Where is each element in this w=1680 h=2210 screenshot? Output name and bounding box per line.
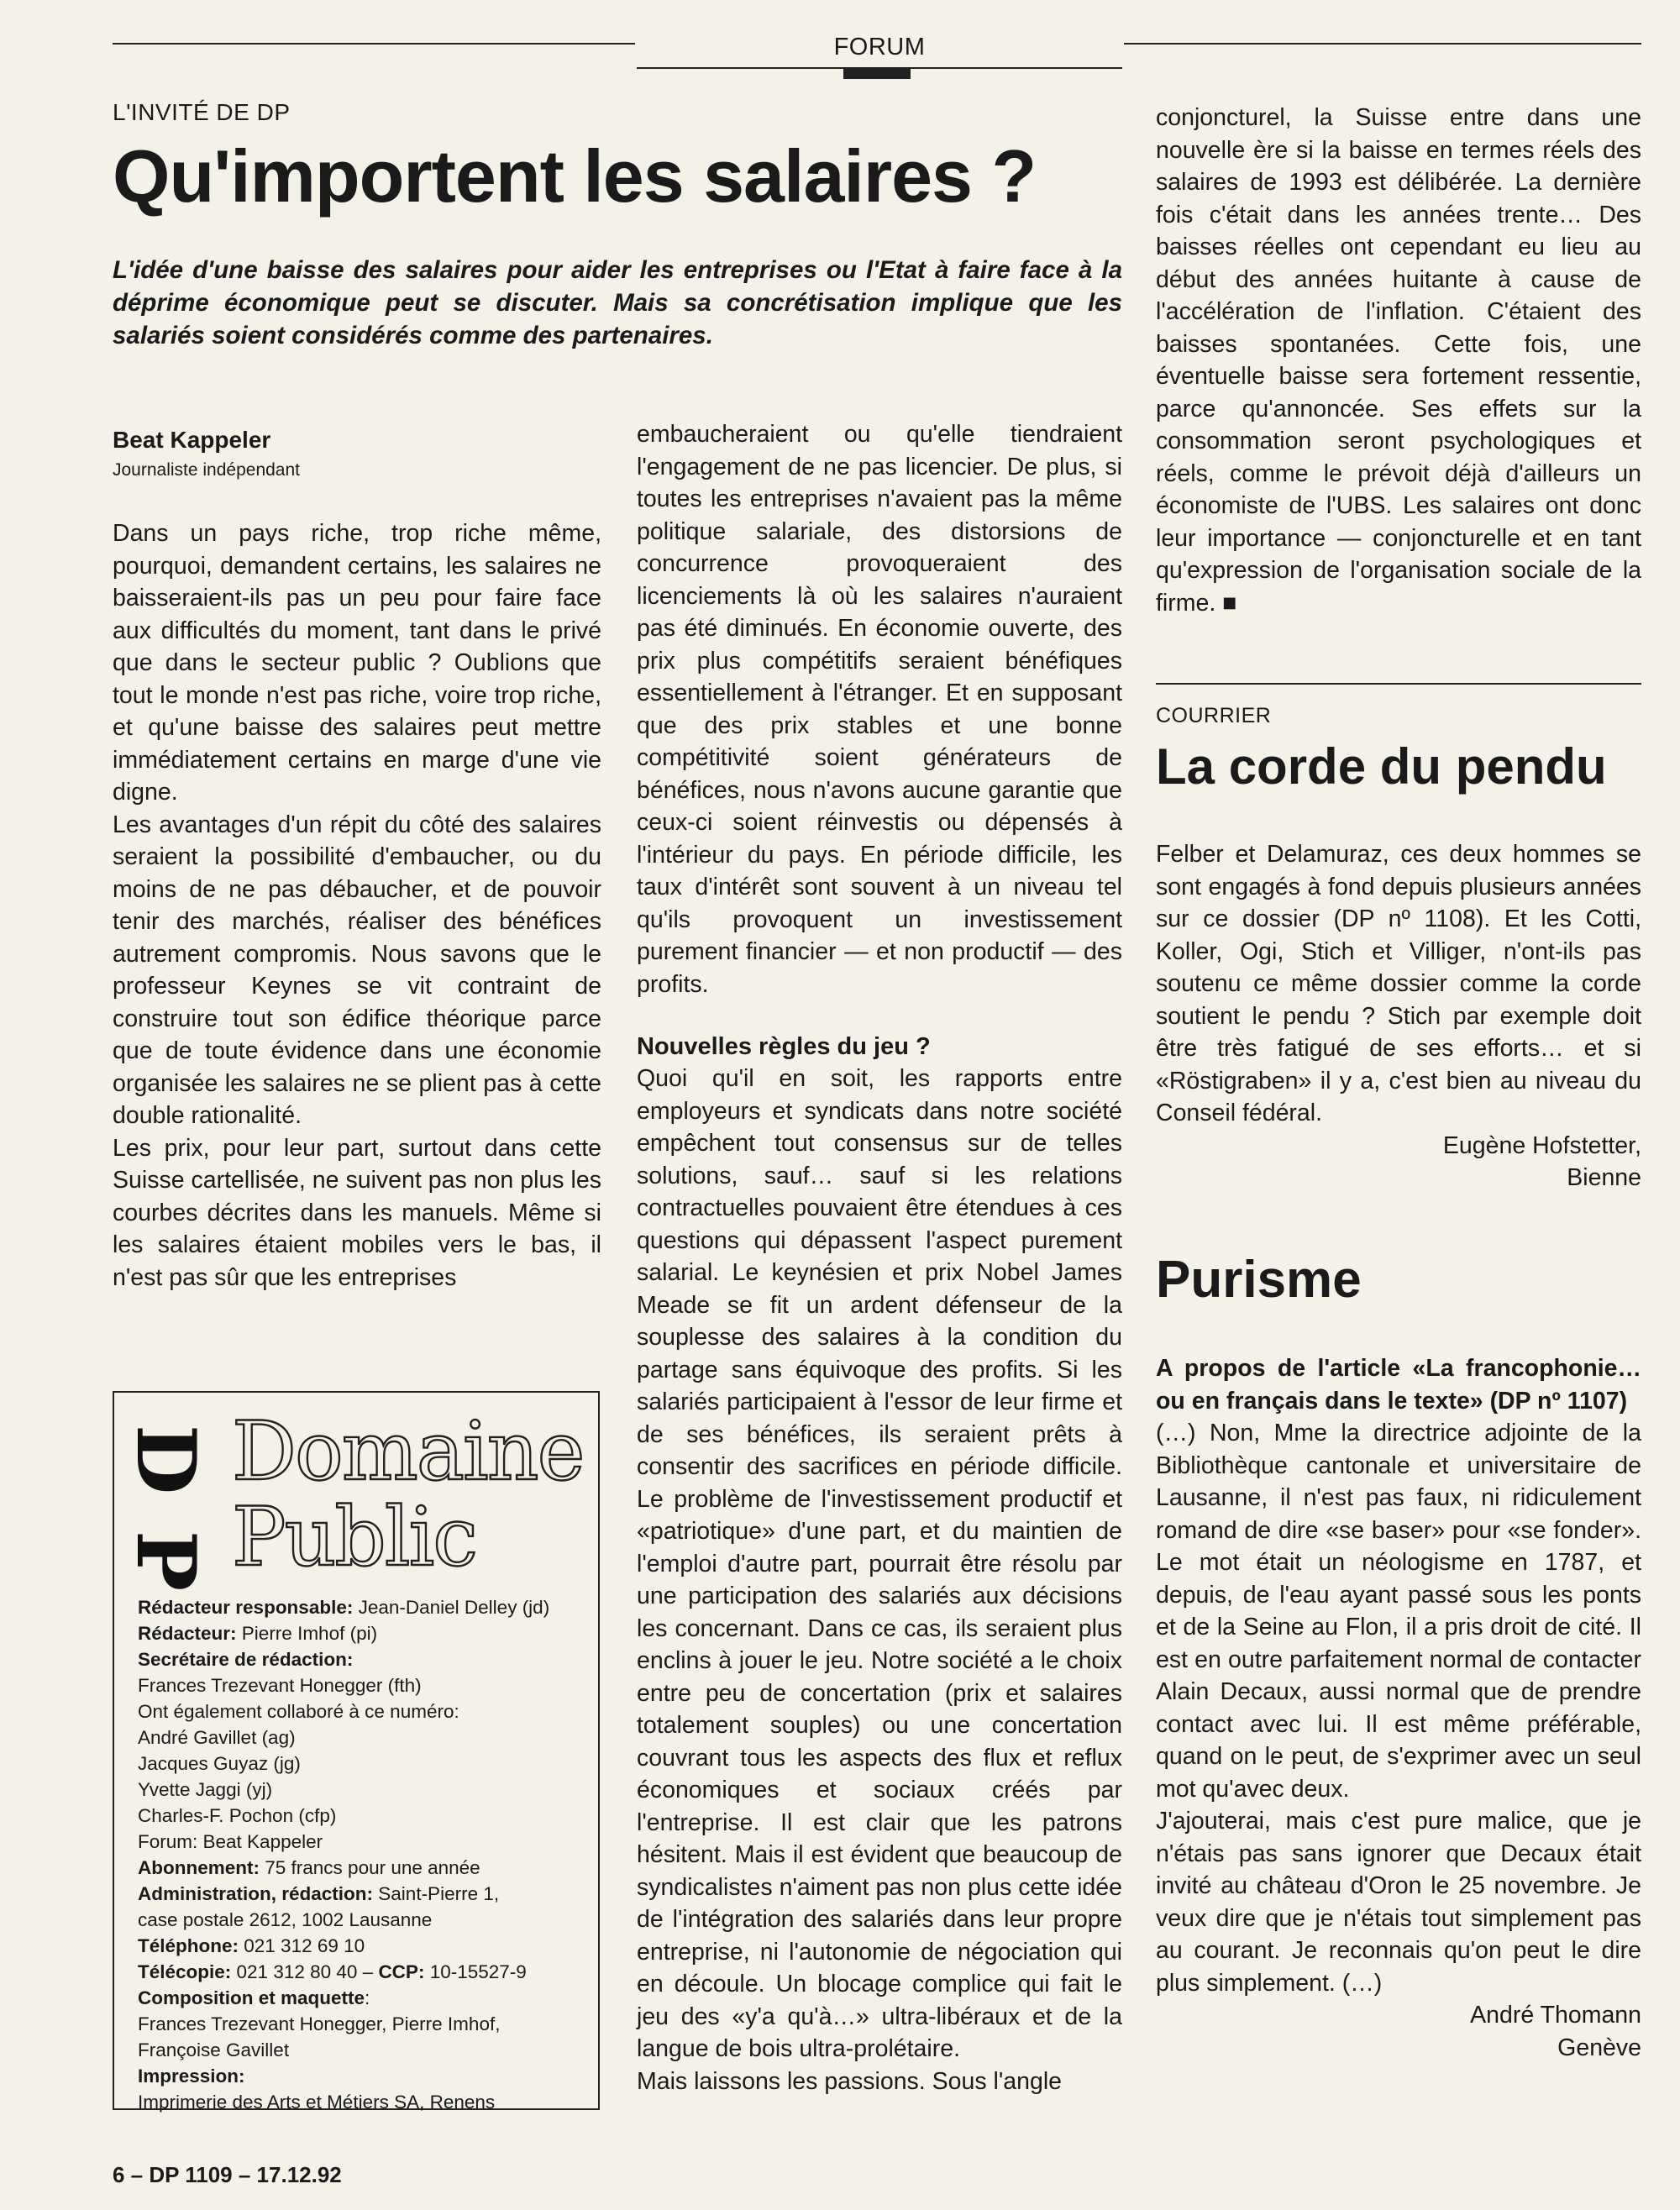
imprint-line: Frances Trezevant Honegger (fth): [138, 1675, 422, 1696]
purisme-title: Purisme: [1156, 1251, 1362, 1309]
article-title: Qu'importent les salaires ?: [113, 134, 1037, 218]
imprint-line: Administration, rédaction: Saint-Pierre 1,: [138, 1883, 500, 1904]
courrier-title: La corde du pendu: [1156, 738, 1607, 795]
imprint-line: Frances Trezevant Honegger, Pierre Imhof,: [138, 2013, 501, 2034]
courrier-rule: [1156, 683, 1641, 685]
article-paragraph: Quoi qu'il en soit, les rapports entre employeurs et syndicats dans notre société empêchent tout consensus sur de telles solutions, sauf… sauf si les relations contractuelles pouvaient être étendues à ces questions qui dépassent l'aspect purement salarial. Le keynésien et prix Nobel James Meade se fit un ardent défenseur de la souplesse des salaires à la condition du partage sans équivoque des profits. Si les salariés participaient à l'essor de leur firme et de ses bénéfices, ils seraient prêts à consentir des sacrifices en période difficile. Le problème de l'investissement productif et «patriotique» d'une part, et du maintien de l'emploi d'autre part, pourrait être résolu par une participation des salariés aux décisions les concernant. Dans ce cas, ils seraient plus enclins à jouer le jeu. Notre société a le choix entre peu de concertation (prix et salaires totalement souples) ou une concertation couvrant tous les aspects des flux et reflux économiques et sociaux créés par l'entreprise. Il est clair que les patrons hésitent. Mais il est évident que beaucoup de syndicalistes n'aiment pas non plus cette idée de l'intégration des salariés dans leur propre entreprise, ni l'autonomie de négociation qui en découle. Un blocage complice qui fait le jeu des «y'a qu'à…» ultra-libéraux et de la langue de bois ultra-prolétaire.: [637, 1065, 1122, 2062]
article-paragraph: Les avantages d'un répit du côté des salaires seraient la possibilité d'embaucher, ou du moins de ne pas débaucher, et de pouvoir tenir des marchés, réaliser des bénéfices autrement compromis. Nous savons que le professeur Keynes se vit contraint de construire tout son édifice théorique parce que de toute évidence dans une économie organisée les salaires ne se plient pas à cette double rationalité.: [113, 811, 601, 1129]
purisme-paragraph: (…) Non, Mme la directrice adjointe de la Bibliothèque cantonale et universitaire de Lausanne, il n'est pas faux, ni ridiculement romand de dire «se baser» pour «se fonder». Le mot était un néologisme en 1787, et depuis, de l'eau ayant passé sous les ponts et de la Seine au Flon, il a pris droit de cité. Il est en outre parfaitement normal de contacter Alain Decaux, aussi normal que de prendre contact avec lui. Il est même préférable, quand on le peut, de s'exprimer avec un seul mot qu'avec deux.: [1156, 1420, 1641, 1803]
courrier-body: [1156, 838, 1641, 1194]
imprint-line: André Gavillet (ag): [138, 1727, 296, 1748]
imprint-line: Télécopie: 021 312 80 40 – CCP: 10-15527-9: [138, 1961, 527, 1982]
imprint-line: Jacques Guyaz (jg): [138, 1753, 301, 1774]
masthead-word-domaine: Domaine: [232, 1404, 584, 1499]
article-paragraph: embaucheraient ou qu'elle tiendraient l'engagement de ne pas licencier. De plus, si toutes les entreprises n'avaient pas la même politique salariale, des distorsions de concurrence provoqueraient des licenciements là où les salaires n'auraient pas été diminués. En économie ouverte, des prix plus compétitifs seraient bénéfiques essentiellement à l'étranger. Et en supposant que des prix stables et une bonne compétitivité soient générateurs de bénéfices, nous n'avons aucune garantie que ceux-ci soient réinvestis ou dépensés à l'intérieur du pays. En période difficile, les taux d'intérêt sont souvent à un niveau tel qu'ils provoquent un investissement purement financier — et non productif — des profits.: [637, 421, 1122, 998]
imprint-line: Composition et maquette:: [138, 1987, 370, 2008]
article-paragraph: Les prix, pour leur part, surtout dans cette Suisse cartellisée, ne suivent pas non plus les courbes décrites dans les manuels. Même si les salaires étaient mobiles vers le bas, il n'est pas sûr que les entreprises: [113, 1134, 601, 1291]
purisme-intro: A propos de l'article «La francophonie… ou en français dans le texte» (DP nº 1107): [1156, 1355, 1641, 1415]
courrier-signature-name: Eugène Hofstetter,: [1442, 1131, 1641, 1159]
purisme-signature-name: André Thomann: [1470, 2002, 1641, 2029]
purisme-body: [1156, 1352, 1641, 2064]
purisme-signature-place: Genève: [1557, 2034, 1641, 2061]
header-section-marker: [843, 67, 911, 79]
imprint-line: Ont également collaboré à ce numéro:: [138, 1701, 459, 1722]
imprint-line: Secrétaire de rédaction:: [138, 1649, 354, 1670]
article-paragraph: Dans un pays riche, trop riche même, pourquoi, demandent certains, les salaires ne baisseraient-ils pas un peu pour faire face aux difficultés du moment, tant dans le privé que dans le secteur public ? Oublions que tout le monde n'est pas riche, voire trop riche, et qu'une baisse des salaires peut mettre immédiatement certains en marge d'une vie digne.: [113, 520, 601, 806]
dp-logo-letter-d: D: [118, 1425, 213, 1495]
page-folio: 6 – DP 1109 – 17.12.92: [113, 2162, 342, 2187]
article-column-2: [637, 418, 1122, 2097]
imprint-line: Yvette Jaggi (yj): [138, 1779, 273, 1800]
imprint-line: Charles-F. Pochon (cfp): [138, 1805, 337, 1826]
masthead-word-public: Public: [232, 1490, 477, 1584]
imprint-line: Abonnement: 75 francs pour une année: [138, 1857, 480, 1878]
imprint-line: Rédacteur: Pierre Imhof (pi): [138, 1623, 378, 1644]
article-author: Beat Kappeler: [113, 427, 271, 453]
courrier-signature-place: Bienne: [1567, 1164, 1641, 1191]
article-kicker: L'INVITÉ DE DP: [113, 99, 291, 125]
dp-logo-letters: [118, 1421, 213, 1614]
imprint-line: Forum: Beat Kappeler: [138, 1831, 323, 1852]
imprint-line: Téléphone: 021 312 69 10: [138, 1935, 365, 1956]
imprint-line: Imprimerie des Arts et Métiers SA, Renens: [138, 2092, 496, 2113]
imprint-line: case postale 2612, 1002 Lausanne: [138, 1909, 433, 1930]
article-column-3: [1156, 102, 1641, 619]
courrier-text: Felber et Delamuraz, ces deux hommes se sont engagés à fond depuis plusieurs années sur ce dossier (DP nº 1108). Et les Cotti, Koller, Ogi, Stich et Villiger, n'ont-ils pas soutenu ce même dossier comme la corde soutient le pendu ? Stich par exemple doit être très fatigué de ses efforts… et si «Röstigraben» il y a, c'est bien au niveau du Conseil fédéral.: [1156, 841, 1641, 1126]
article-paragraph: conjoncturel, la Suisse entre dans une nouvelle ère si la baisse en termes réels des salaires de 1993 est délibérée. La dernière fois c'était dans les années trente… Des baisses réelles ont cependant eu lieu au début des années huitante à cause de l'accélération de l'inflation. C'étaient des baisses spontanées. Cette fois, une éventuelle baisse sera fortement ressentie, parce qu'annoncée. Ses effets sur la consommation seront psychologiques et réels, comme le prévoit déjà d'ailleurs un économiste de l'UBS. Les salaires ont donc leur importance — conjoncturelle et en tant qu'expression de l'organisation sociale de la firme. ■: [1156, 104, 1641, 617]
purisme-paragraph: J'ajouterai, mais c'est pure malice, que je n'étais pas sans ignorer que Decaux était invité au château d'Oron le 25 novembre. Je veux dire que je n'étais tout simplement pas au courant. Je reconnais qu'on peut le dire plus simplement. (…): [1156, 1808, 1641, 1997]
header-section: FORUM: [833, 34, 926, 60]
article-lead: L'idée d'une baisse des salaires pour aider les entreprises ou l'Etat à faire face à la déprime économique peut se discuter. Mais sa concrétisation implique que les salariés soient considérés comme des partenaires.: [113, 256, 1122, 349]
imprint-line: Impression:: [138, 2066, 245, 2087]
article-column-1: [113, 517, 601, 1294]
courrier-label: COURRIER: [1156, 704, 1272, 727]
masthead-imprint: [138, 1594, 591, 2115]
dp-logo-letter-p: P: [118, 1530, 213, 1592]
header-rule-right: [1124, 43, 1641, 45]
imprint-line: Rédacteur responsable: Jean-Daniel Delley (jd): [138, 1597, 550, 1618]
article-subhead: Nouvelles règles du jeu ?: [637, 1033, 931, 1060]
article-paragraph: Mais laissons les passions. Sous l'angle: [637, 2067, 1063, 2095]
masthead-box: [113, 1391, 600, 2113]
imprint-line: Françoise Gavillet: [138, 2039, 290, 2060]
header-rule-left: [113, 43, 635, 45]
article-author-role: Journaliste indépendant: [113, 460, 301, 480]
